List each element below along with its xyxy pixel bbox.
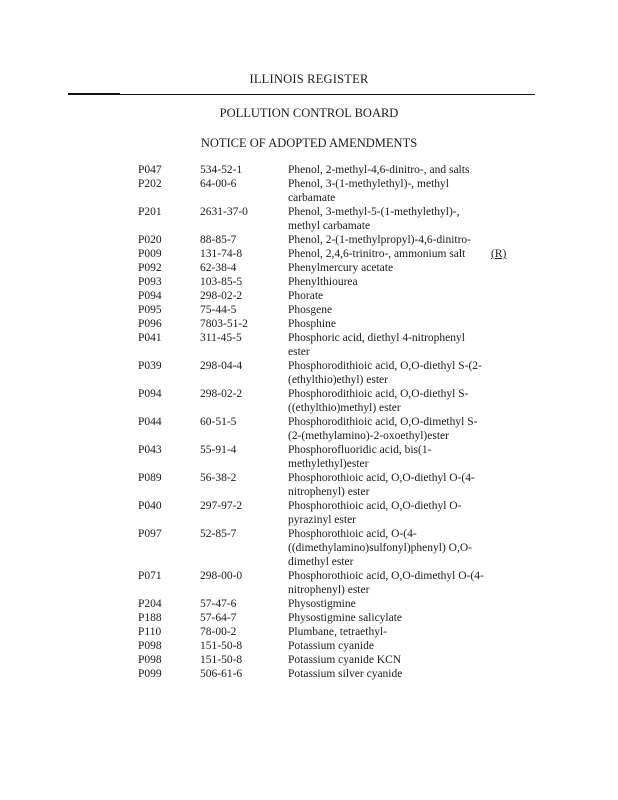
board-title: POLLUTION CONTROL BOARD xyxy=(219,106,399,120)
substance-name: Potassium silver cyanide xyxy=(288,668,403,680)
substance-name: Phenylmercury acetate xyxy=(288,262,394,274)
waste-code: P096 xyxy=(138,318,162,330)
cas-number: 311-45-5 xyxy=(200,332,242,344)
table-row xyxy=(0,625,618,639)
waste-code: P020 xyxy=(138,234,162,246)
cas-number: 298-00-0 xyxy=(200,570,243,582)
table-row xyxy=(0,331,618,359)
substance-name: Phosphorofluoridic acid, bis(1-methylethyl)ester xyxy=(288,444,432,470)
cas-number: 298-02-2 xyxy=(200,290,243,302)
cas-number: 506-61-6 xyxy=(200,668,243,680)
waste-code: P098 xyxy=(138,654,162,666)
table-row xyxy=(0,443,618,471)
substance-name: Physostigmine salicylate xyxy=(288,612,403,624)
table-row xyxy=(0,471,618,499)
table-row xyxy=(0,205,618,233)
cas-number: 151-50-8 xyxy=(200,654,243,666)
cas-number: 298-04-4 xyxy=(200,360,243,372)
table-row xyxy=(0,289,618,303)
table-row xyxy=(0,177,618,205)
cas-number: 60-51-5 xyxy=(200,416,237,428)
register-title: ILLINOIS REGISTER xyxy=(249,72,369,86)
substance-name: Phenol, 2,4,6-trinitro-, ammonium salt xyxy=(288,248,466,260)
cas-number: 56-38-2 xyxy=(200,472,237,484)
waste-code: P094 xyxy=(138,388,162,400)
substance-name: Potassium cyanide KCN xyxy=(288,654,402,666)
table-row xyxy=(0,569,618,597)
waste-code: P188 xyxy=(138,612,162,624)
table-row xyxy=(0,611,618,625)
substance-name: Phosphorodithioic acid, O,O-diethyl S-(2-(ethylthio)ethyl) ester xyxy=(288,360,482,386)
header-rule xyxy=(68,94,535,95)
waste-code: P204 xyxy=(138,598,162,610)
table-row xyxy=(0,415,618,443)
substance-name: Phenol, 3-methyl-5-(1-methylethyl)-, methyl carbamate xyxy=(288,206,460,232)
substance-name: Phosphoric acid, diethyl 4-nitrophenyl ester xyxy=(288,332,465,358)
table-row xyxy=(0,667,618,681)
cas-number: 64-00-6 xyxy=(200,178,237,190)
hazard-flag: (R) xyxy=(491,248,507,260)
substance-name: Phenol, 2-methyl-4,6-dinitro-, and salts xyxy=(288,164,470,176)
waste-code: P047 xyxy=(138,164,162,176)
waste-code: P044 xyxy=(138,416,162,428)
cas-number: 7803-51-2 xyxy=(200,318,248,330)
table-row xyxy=(0,499,618,527)
waste-code: P043 xyxy=(138,444,162,456)
waste-code: P110 xyxy=(138,626,162,638)
cas-number: 151-50-8 xyxy=(200,640,243,652)
waste-code: P201 xyxy=(138,206,162,218)
notice-title: NOTICE OF ADOPTED AMENDMENTS xyxy=(200,136,418,150)
table-row xyxy=(0,275,618,289)
cas-number: 57-47-6 xyxy=(200,598,237,610)
waste-code: P092 xyxy=(138,262,162,274)
cas-number: 52-85-7 xyxy=(200,528,237,540)
substance-name: Plumbane, tetraethyl- xyxy=(288,626,387,638)
cas-number: 131-74-8 xyxy=(200,248,243,260)
waste-code: P093 xyxy=(138,276,162,288)
waste-code: P094 xyxy=(138,290,162,302)
substance-name: Phenol, 3-(1-methylethyl)-, methyl carbamate xyxy=(288,178,449,204)
waste-code: P041 xyxy=(138,332,162,344)
cas-number: 75-44-5 xyxy=(200,304,237,316)
substance-name: Phorate xyxy=(288,290,324,302)
waste-code: P071 xyxy=(138,570,162,582)
substance-name: Phenol, 2-(1-methylpropyl)-4,6-dinitro- xyxy=(288,234,472,246)
table-row xyxy=(0,233,618,247)
waste-code: P040 xyxy=(138,500,162,512)
table-row xyxy=(0,163,618,177)
table-row xyxy=(0,527,618,569)
substance-name: Phosphorothioic acid, O,O-diethyl O-(4-nitrophenyl) ester xyxy=(288,472,475,498)
substance-name: Physostigmine xyxy=(288,598,356,610)
cas-number: 534-52-1 xyxy=(200,164,243,176)
table-row xyxy=(0,247,618,261)
waste-code: P039 xyxy=(138,360,162,372)
substance-name: Phosphine xyxy=(288,318,336,330)
table-row xyxy=(0,303,618,317)
substance-name: Phosphorodithioic acid, O,O-dimethyl S-(2-(methylamino)-2-oxoethyl)ester xyxy=(288,416,478,442)
waste-code-table xyxy=(0,163,618,681)
substance-name: Phenylthiourea xyxy=(288,276,358,288)
cas-number: 62-38-4 xyxy=(200,262,237,274)
substance-name: Potassium cyanide xyxy=(288,640,374,652)
substance-name: Phosphorothioic acid, O,O-diethyl O-pyrazinyl ester xyxy=(288,500,462,526)
table-row xyxy=(0,317,618,331)
waste-code: P097 xyxy=(138,528,162,540)
table-row xyxy=(0,359,618,387)
substance-name: Phosphorothioic acid, O-(4-((dimethylamino)sulfonyl)phenyl) O,O-dimethyl ester xyxy=(288,528,472,568)
cas-number: 55-91-4 xyxy=(200,444,237,456)
table-row xyxy=(0,387,618,415)
table-row xyxy=(0,639,618,653)
waste-code: P202 xyxy=(138,178,162,190)
table-row xyxy=(0,653,618,667)
waste-code: P098 xyxy=(138,640,162,652)
cas-number: 103-85-5 xyxy=(200,276,243,288)
waste-code: P089 xyxy=(138,472,162,484)
substance-name: Phosgene xyxy=(288,304,333,316)
table-row xyxy=(0,597,618,611)
waste-code: P009 xyxy=(138,248,162,260)
cas-number: 57-64-7 xyxy=(200,612,237,624)
cas-number: 78-00-2 xyxy=(200,626,237,638)
cas-number: 298-02-2 xyxy=(200,388,243,400)
cas-number: 88-85-7 xyxy=(200,234,237,246)
substance-name: Phosphorodithioic acid, O,O-diethyl S-((ethylthio)methyl) ester xyxy=(288,388,469,414)
waste-code: P099 xyxy=(138,668,162,680)
table-row xyxy=(0,261,618,275)
cas-number: 297-97-2 xyxy=(200,500,243,512)
substance-name: Phosphorothioic acid, O,O-dimethyl O-(4-nitrophenyl) ester xyxy=(288,570,484,596)
cas-number: 2631-37-0 xyxy=(200,206,248,218)
waste-code: P095 xyxy=(138,304,162,316)
